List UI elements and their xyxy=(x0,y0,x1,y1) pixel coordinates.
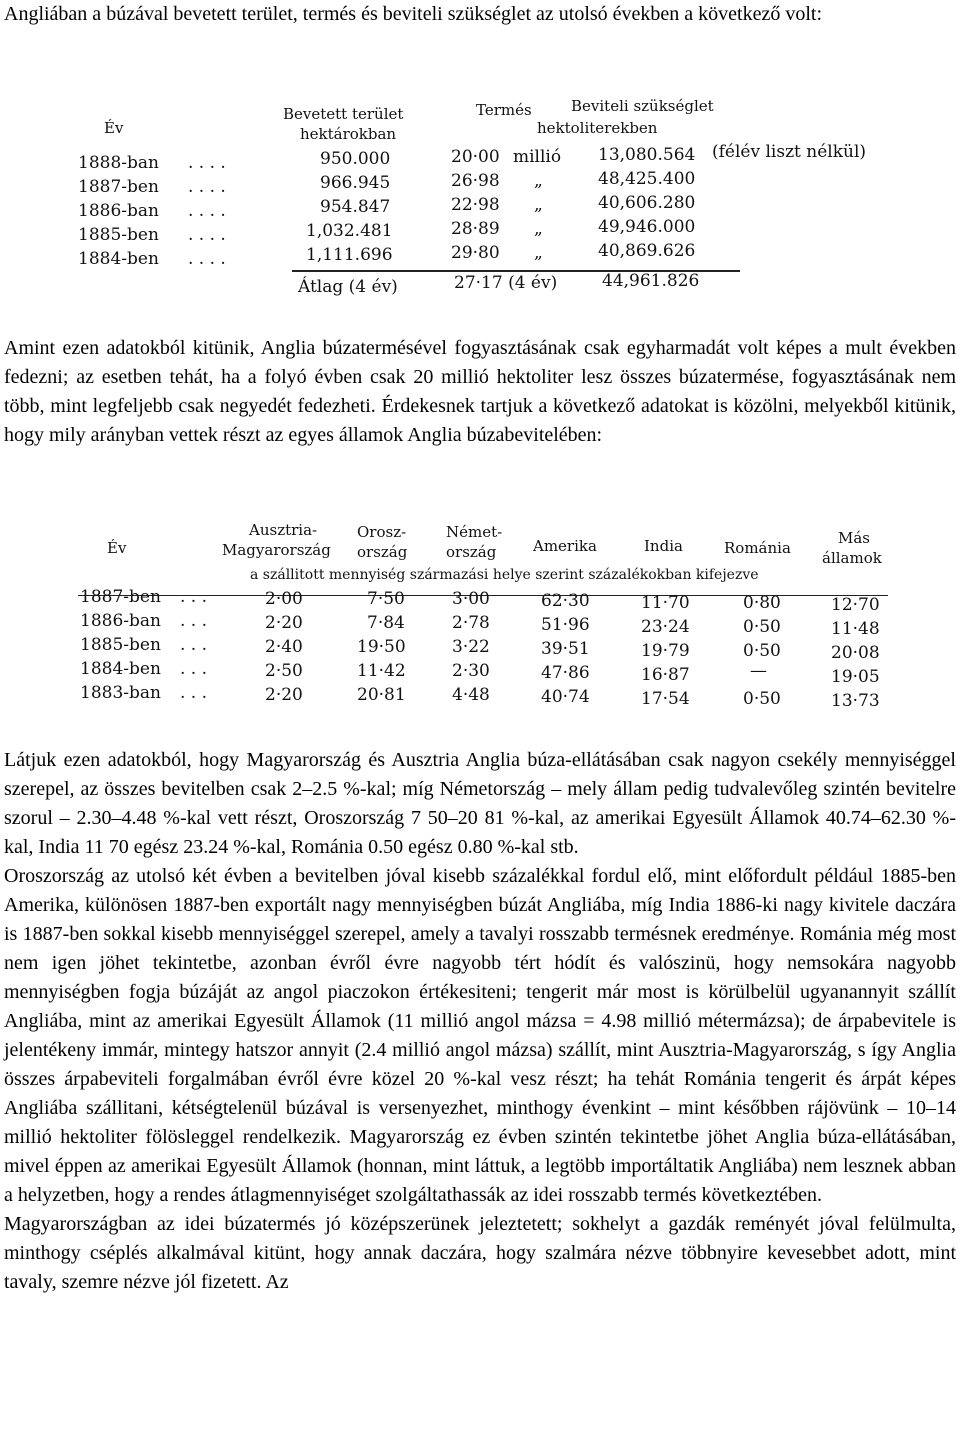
table1-row4-unit: „ xyxy=(534,219,543,239)
table1-row3-year: 1886-ban xyxy=(78,201,159,221)
paragraph-4-text: Oroszország az utolsó két évben a bevitelben jóval kisebb százalékkal fordul elő, mint előfordult például 1885-ben Amerika, különösen 1887-ben exportált nagy mennyiségben búzát Angliába, míg India 1886-ki nagy kivitele daczára is 1887-ben sokkal kisebb mennyiséggel szerepel, amely a tavalyi rosszabb termésnek eredménye. Románia még most nem igen jöhet tekintetbe, azonban évről évre nagyobb tért hódít és valószinü, hogy nemsokára nagyobb mennyiségben fogja búzáját az angol piaczokon értékesiteni; tengerit már most is körülbelül ugyanannyit szállít Angliába, mint az amerikai Egyesült Államok (11 millió angol mázsa = 4.98 millió métermázsa); de árpabevitele is jelentékeny immár, mintegy hatszor annyit (2.4 millió angol mázsa) szállít, mint Ausztria-Magyarország, s így Anglia összes árpabeviteli forgalmában évről évre közel 20 %-kal vesz részt; ha tehát Románia tengerit és árpát képes Angliába szállitani, kétségtelenül búzával is versenyezhet, minthogy évenkint – mint későbben rájövünk – 10–14 millió hektoliter fölösleggel rendelkezik. Magyarország ez évben szintén tekintetbe jöhet Anglia búza-ellátásában, mivel éppen az amerikai Egyesült Államok (honnan, mint láttuk, a legtöbb importáltatik Angliába) nem lesznek abban a helyzetben, hogy a rendes átlagmennyiséget szolgáltathassák az idei rosszabb termés következtében. xyxy=(4,865,956,1206)
table1-average-import: 44,961.826 xyxy=(602,271,700,291)
table1-row1-dots: . . . . xyxy=(188,153,226,173)
table1-row2-area: 966.945 xyxy=(320,173,391,193)
table2-row3-dots: . . . xyxy=(180,635,208,655)
table2-row2-rus: 7·84 xyxy=(367,613,405,633)
table2-row2-aut: 2·20 xyxy=(265,613,303,633)
table2-row1-oth: 12·70 xyxy=(831,595,880,615)
table1-row3-harvest: 22·98 xyxy=(451,195,500,215)
table2-header-ger-2: ország xyxy=(446,543,497,561)
table1-row5-unit: „ xyxy=(534,243,543,263)
table2-header-ger-1: Német- xyxy=(446,523,503,541)
table1-row4-dots: . . . . xyxy=(188,225,226,245)
table2-row5-year: 1883-ban xyxy=(80,683,161,703)
table2-row4-ger: 2·30 xyxy=(452,661,490,681)
table2-row4-dots: . . . xyxy=(180,659,208,679)
table2-header-rus-2: ország xyxy=(357,543,408,561)
intro-text: Angliában a búzával bevetett terület, termés és beviteli szükséglet az utolsó években a következő volt: xyxy=(4,3,823,25)
table2-row1-year: 1887-ben xyxy=(80,587,161,607)
table1-row1-note: (félév liszt nélkül) xyxy=(712,142,867,162)
table1-row1-import: 13,080.564 xyxy=(598,145,696,165)
table2-header-year: Év xyxy=(107,539,127,557)
table2-header-oth-1: Más xyxy=(838,529,870,547)
table2-row4-year: 1884-ben xyxy=(80,659,161,679)
table2-header-rus-1: Orosz- xyxy=(357,523,407,541)
table1-row5-area: 1,111.696 xyxy=(306,245,393,265)
table1-row5-year: 1884-ben xyxy=(78,249,159,269)
table2-row4-ind: 16·87 xyxy=(641,665,690,685)
table2-row5-ind: 17·54 xyxy=(641,689,690,709)
table2-header-aut-1: Ausztria- xyxy=(249,521,318,539)
table2-row5-aut: 2·20 xyxy=(265,685,303,705)
table1-header-area-1: Bevetett terület xyxy=(283,105,404,123)
table1-row4-import: 49,946.000 xyxy=(598,217,696,237)
body-text xyxy=(4,746,956,1297)
table2-row5-ger: 4·48 xyxy=(452,685,490,705)
table1-row1-area: 950.000 xyxy=(320,149,391,169)
table2-row3-usa: 39·51 xyxy=(541,639,590,659)
table2-row1-aut: 2·00 xyxy=(265,589,303,609)
table2-header-oth-2: államok xyxy=(822,549,882,567)
table2-row5-dots: . . . xyxy=(180,683,208,703)
table1-average-harvest: 27·17 (4 év) xyxy=(454,273,558,293)
table2-header-usa: Amerika xyxy=(533,537,597,555)
table1-header-harvest: Termés xyxy=(476,101,532,119)
intro-paragraph xyxy=(4,0,956,29)
table2-row5-oth: 13·73 xyxy=(831,691,880,711)
table1-row5-dots: . . . . xyxy=(188,249,226,269)
table1-row4-harvest: 28·89 xyxy=(451,219,500,239)
table1-row3-area: 954.847 xyxy=(320,197,391,217)
table2-row3-rom: 0·50 xyxy=(743,641,781,661)
table1-header-area-2: hektárokban xyxy=(300,125,397,143)
table1-row3-import: 40,606.280 xyxy=(598,193,696,213)
table2-row2-ind: 23·24 xyxy=(641,617,690,637)
table1-header-import-1: Beviteli szükséglet xyxy=(571,97,714,115)
paragraph-5-text: Magyarországban az idei búzatermés jó középszerünek jeleztetett; sokhelyt a gazdák reményét jóval felülmulta, minthogy cséplés alkalmával kitünt, hogy annak daczára, hogy szalmára nézve többnyire kevesebbet adott, mint tavaly, szemre nézve jól fizetett. Az xyxy=(4,1213,956,1293)
table2-row5-usa: 40·74 xyxy=(541,687,590,707)
table1-row2-dots: . . . . xyxy=(188,177,226,197)
paragraph-2-text: Amint ezen adatokból kitünik, Anglia búzatermésével fogyasztásának csak egyharmadát volt képes a mult években fedezni; az esetben tehát, ha a folyó évben csak 20 millió hektoliter lesz összes búzatermése, fogyasztásának nem több, mint legfeljebb csak negyedét fedezheti. Érdekesnek tartjuk a következő adatokat is közölni, melyekből kitünik, hogy mily arányban vettek részt az egyes államok Anglia búzabevitelében: xyxy=(4,337,956,446)
table1-row1-unit: millió xyxy=(513,147,562,167)
table2-row1-dots: . . . xyxy=(180,587,208,607)
table1-header-import-2: hektoliterekben xyxy=(537,119,658,137)
table2-row2-ger: 2·78 xyxy=(452,613,490,633)
wheat-area-harvest-table xyxy=(0,95,960,305)
table2-row2-year: 1886-ban xyxy=(80,611,161,631)
table2-row4-oth: 19·05 xyxy=(831,667,880,687)
table1-row4-area: 1,032.481 xyxy=(306,221,393,241)
table2-row1-usa: 62·30 xyxy=(541,591,590,611)
table2-row4-aut: 2·50 xyxy=(265,661,303,681)
table1-row5-harvest: 29·80 xyxy=(451,243,500,263)
table1-row2-harvest: 26·98 xyxy=(451,171,500,191)
table1-row2-unit: „ xyxy=(534,171,543,191)
table2-subheader: a szállitott mennyiség származási helye szerint százalékokban kifejezve xyxy=(250,567,759,583)
table1-row3-unit: „ xyxy=(534,195,543,215)
table2-row4-usa: 47·86 xyxy=(541,663,590,683)
table2-row1-ind: 11·70 xyxy=(641,593,690,613)
table2-row4-rom: — xyxy=(750,661,767,681)
table2-row3-ger: 3·22 xyxy=(452,637,490,657)
paragraph-3-text: Látjuk ezen adatokból, hogy Magyarország és Ausztria Anglia búza-ellátásában csak nagyon csekély mennyiséggel szerepel, az összes bevitelben csak 2–2.5 %-kal; míg Németország – mely állam pedig tudvalevőleg szintén bevitelre szorul – 2.30–4.48 %-kal vett részt, Oroszország 7 50–20 81 %-kal, az amerikai Egyesült Államok 40.74–62.30 %-kal, India 11 70 egész 23.24 %-kal, Románia 0.50 egész 0.80 %-kal stb. xyxy=(4,749,956,858)
table2-row2-usa: 51·96 xyxy=(541,615,590,635)
table2-header-aut-2: Magyarország xyxy=(222,541,331,559)
table1-header-year: Év xyxy=(104,119,124,137)
table2-header-rom: Románia xyxy=(724,539,791,557)
table2-row4-rus: 11·42 xyxy=(357,661,406,681)
table2-row5-rom: 0·50 xyxy=(743,689,781,709)
table2-row2-oth: 11·48 xyxy=(831,619,880,639)
table2-row5-rus: 20·81 xyxy=(357,685,406,705)
table2-row3-aut: 2·40 xyxy=(265,637,303,657)
table1-row2-import: 48,425.400 xyxy=(598,169,696,189)
table1-row4-year: 1885-ben xyxy=(78,225,159,245)
table2-row3-rus: 19·50 xyxy=(357,637,406,657)
table1-row2-year: 1887-ben xyxy=(78,177,159,197)
table1-row3-dots: . . . . xyxy=(188,201,226,221)
table2-row2-dots: . . . xyxy=(180,611,208,631)
table2-row3-oth: 20·08 xyxy=(831,643,880,663)
table1-row1-year: 1888-ban xyxy=(78,153,159,173)
table1-average-label: Átlag (4 év) xyxy=(298,277,398,297)
table2-row3-year: 1885-ben xyxy=(80,635,161,655)
table2-row3-ind: 19·79 xyxy=(641,641,690,661)
table2-row1-rus: 7·50 xyxy=(367,589,405,609)
table2-row1-rom: 0·80 xyxy=(743,593,781,613)
table1-row5-import: 40,869.626 xyxy=(598,241,696,261)
table2-row1-ger: 3·00 xyxy=(452,589,490,609)
import-share-table xyxy=(0,515,960,715)
paragraph-2 xyxy=(4,334,956,450)
table2-header-ind: India xyxy=(644,537,683,555)
table1-row1-harvest: 20·00 xyxy=(451,147,500,167)
table2-row2-rom: 0·50 xyxy=(743,617,781,637)
